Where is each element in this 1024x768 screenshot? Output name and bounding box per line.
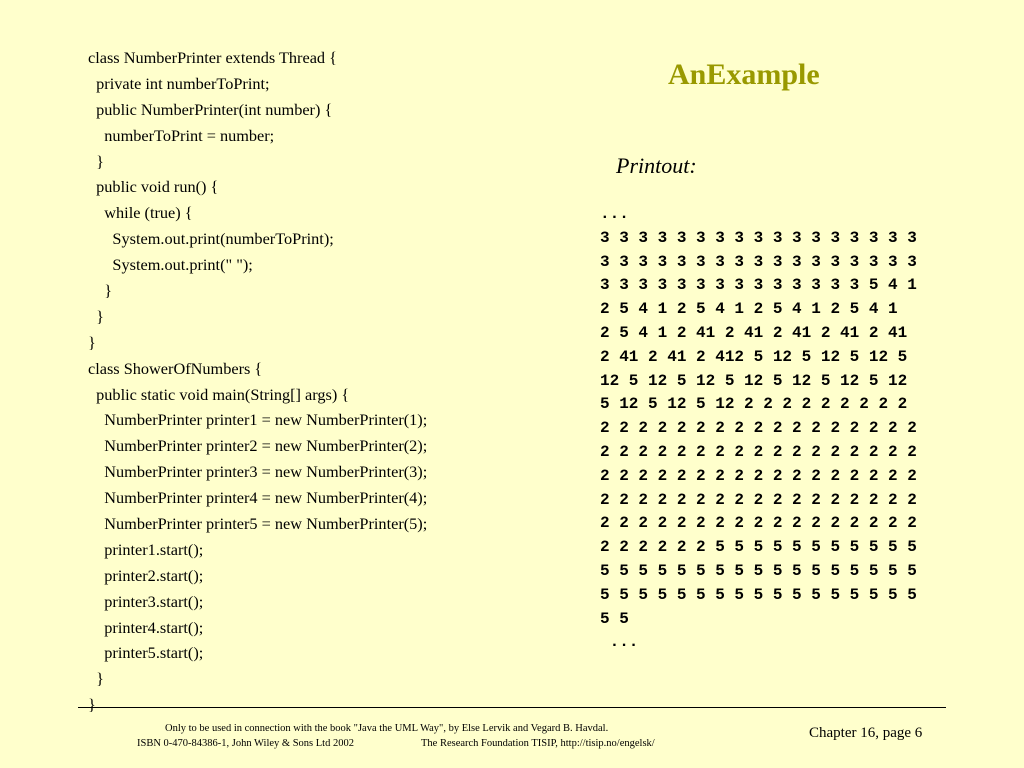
code-line: printer1.start(); (88, 539, 204, 559)
footer-isbn: ISBN 0-470-84386-1, John Wiley & Sons Ltd 2002 (137, 738, 354, 749)
printout-line: 2 2 2 2 2 2 2 2 2 2 2 2 2 2 2 2 2 (600, 419, 917, 438)
printout-line: ... (600, 633, 639, 652)
footer-divider (78, 707, 946, 708)
printout-line: 2 2 2 2 2 2 5 5 5 5 5 5 5 5 5 5 5 (600, 538, 917, 557)
footer-copyright-notice: Only to be used in connection with the book "Java the UML Way", by Else Lervik and Vegard B. Havdal. (165, 723, 609, 734)
code-listing (88, 45, 427, 718)
code-line: NumberPrinter printer1 = new NumberPrinter(1); (88, 410, 428, 430)
printout-line: 3 3 3 3 3 3 3 3 3 3 3 3 3 3 5 4 1 (600, 276, 917, 295)
printout-line: 2 5 4 1 2 5 4 1 2 5 4 1 2 5 4 1 (600, 300, 898, 319)
printout-line: 12 5 12 5 12 5 12 5 12 5 12 5 12 (600, 371, 908, 390)
code-line: System.out.print(numberToPrint); (88, 229, 334, 249)
code-line: printer3.start(); (88, 591, 204, 611)
printout-line: ... (600, 205, 629, 223)
footer-foundation: The Research Foundation TISIP, http://tisip.no/engelsk/ (421, 738, 655, 749)
code-line: printer4.start(); (88, 617, 204, 637)
printout-line: 5 5 5 5 5 5 5 5 5 5 5 5 5 5 5 5 5 (600, 561, 917, 580)
printout-line: 5 5 5 5 5 5 5 5 5 5 5 5 5 5 5 5 5 (600, 585, 917, 604)
printout-line: 3 3 3 3 3 3 3 3 3 3 3 3 3 3 3 3 3 (600, 228, 917, 247)
code-line: numberToPrint = number; (88, 125, 275, 145)
code-line: System.out.print(" "); (88, 255, 253, 275)
code-line: while (true) { (88, 203, 193, 223)
printout-line: 2 2 2 2 2 2 2 2 2 2 2 2 2 2 2 2 2 (600, 442, 917, 461)
code-line: public NumberPrinter(int number) { (88, 99, 333, 119)
code-line: class NumberPrinter extends Thread { (88, 48, 337, 67)
printout-label: Printout: (616, 153, 697, 178)
code-line: class ShowerOfNumbers { (88, 358, 263, 378)
printout-line: 3 3 3 3 3 3 3 3 3 3 3 3 3 3 3 3 3 (600, 252, 917, 271)
code-line: NumberPrinter printer5 = new NumberPrinter(5); (88, 514, 428, 534)
code-line: } (88, 332, 96, 352)
code-line: printer2.start(); (88, 565, 204, 585)
printout-line: 2 2 2 2 2 2 2 2 2 2 2 2 2 2 2 2 2 (600, 514, 917, 533)
printout-line: 5 12 5 12 5 12 2 2 2 2 2 2 2 2 2 (600, 395, 908, 414)
slide-title: AnExample (668, 58, 820, 91)
code-line: NumberPrinter printer2 = new NumberPrinter(2); (88, 436, 428, 456)
printout-line: 2 5 4 1 2 41 2 41 2 41 2 41 2 41 (600, 323, 908, 342)
printout-line: 2 2 2 2 2 2 2 2 2 2 2 2 2 2 2 2 2 (600, 466, 917, 485)
code-line: } (88, 281, 113, 301)
printout-line: 2 41 2 41 2 412 5 12 5 12 5 12 5 (600, 347, 908, 366)
code-line: } (88, 695, 96, 715)
code-line: printer5.start(); (88, 643, 204, 663)
code-line: } (88, 151, 104, 171)
page-number: Chapter 16, page 6 (809, 725, 923, 741)
printout-output (600, 203, 917, 655)
code-line: } (88, 669, 104, 689)
code-line: public void run() { (88, 177, 219, 197)
printout-line: 2 2 2 2 2 2 2 2 2 2 2 2 2 2 2 2 2 (600, 490, 917, 509)
printout-line: 5 5 (600, 609, 629, 628)
code-line: private int numberToPrint; (88, 73, 270, 93)
code-line: NumberPrinter printer4 = new NumberPrinter(4); (88, 488, 428, 508)
code-line: NumberPrinter printer3 = new NumberPrinter(3); (88, 462, 428, 482)
code-line: public static void main(String[] args) { (88, 384, 350, 404)
code-line: } (88, 306, 104, 326)
